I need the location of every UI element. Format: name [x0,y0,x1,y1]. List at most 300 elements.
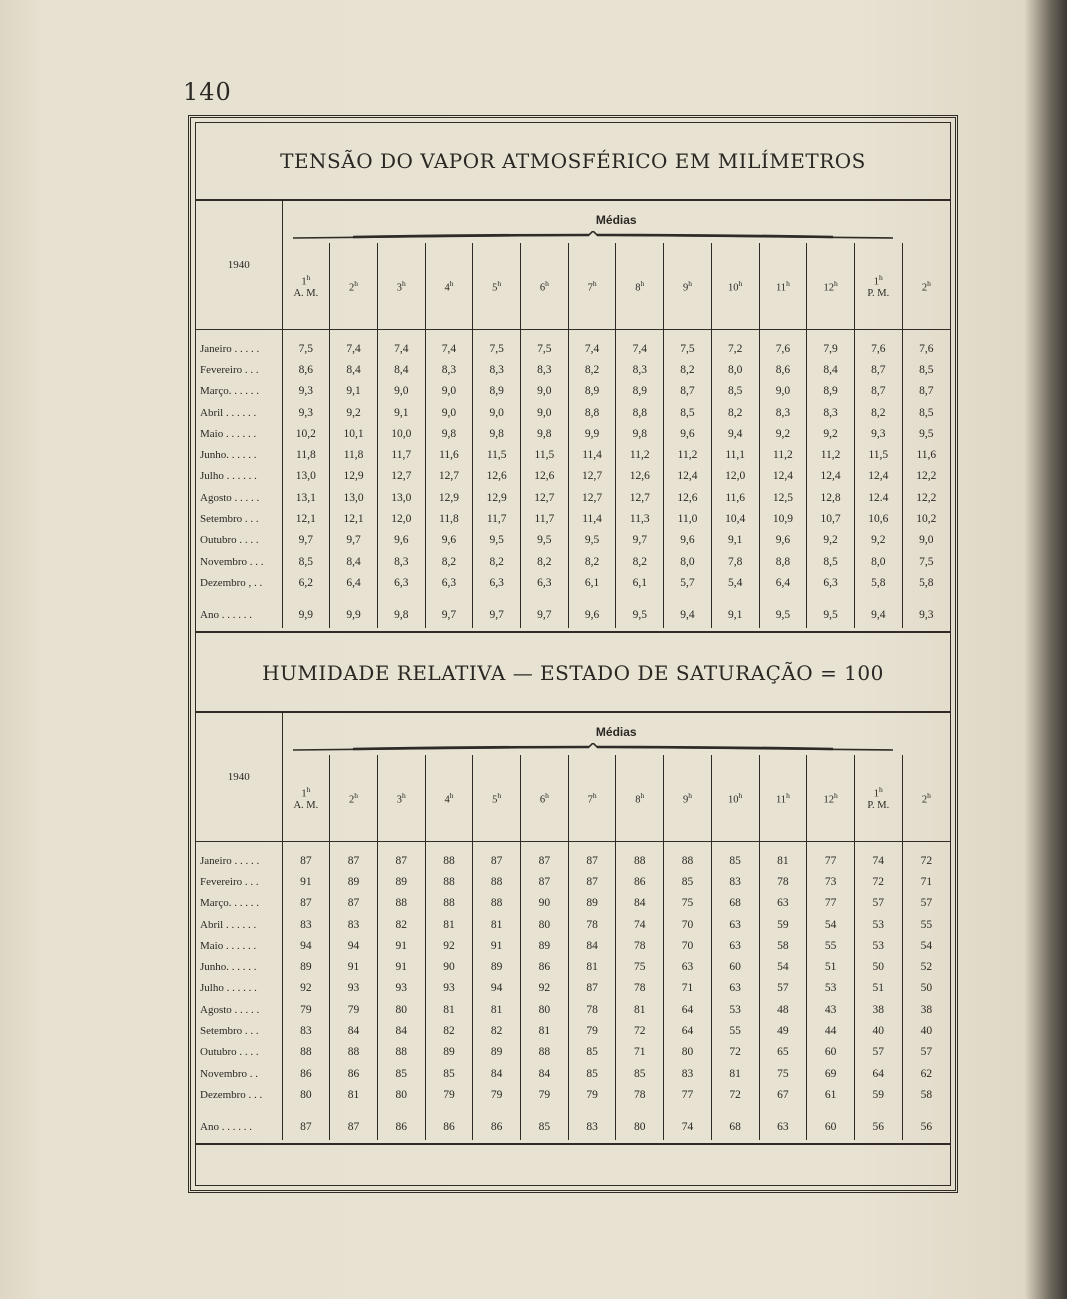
table-cell: 9,7 [282,530,330,551]
table-cell: 8,7 [902,381,950,402]
table-cell: 5,7 [664,572,712,593]
table-cell: 9,5 [902,423,950,444]
month-label: Maio . . . . . . [200,427,257,440]
table-cell: 87 [521,850,569,871]
hour-header [425,755,473,842]
table-cell: 8,3 [377,551,425,572]
table-cell: 94 [473,978,521,999]
month-label: Dezembro , . . [200,576,263,589]
table-cell: 81 [711,1063,759,1084]
table-cell: 12,7 [616,487,664,508]
table-cell: 79 [568,1020,616,1041]
table-cell: 52 [902,956,950,977]
table-cell: 57 [854,1042,902,1063]
table-cell: 10,1 [330,423,378,444]
table-cell: 81 [425,914,473,935]
annual-cell: 87 [282,1114,330,1140]
hour-number: 10 [728,794,739,806]
table-cell: 81 [473,914,521,935]
table-cell: 11,8 [425,508,473,529]
table-cell: 10,2 [902,508,950,529]
table-cell: 86 [330,1063,378,1084]
table-cell: 6,1 [616,572,664,593]
table-cell: 9,0 [521,381,569,402]
hour-number: 2 [921,794,928,806]
table-cell: 9,0 [425,381,473,402]
table-cell: 80 [377,1084,425,1105]
annual-cell: 87 [330,1114,378,1140]
table-cell: 79 [568,1084,616,1105]
hour-suffix: h [545,790,549,800]
table-cell: 79 [425,1084,473,1105]
table-cell: 10,6 [854,508,902,529]
annual-cell: 9,7 [425,602,473,628]
hour-header [282,755,330,842]
table-cell: 12,7 [521,487,569,508]
table-cell: 72 [902,850,950,871]
table-cell: 9,8 [425,423,473,444]
table-cell: 12,7 [425,466,473,487]
hour-header [902,243,950,330]
hour-number: 1 [301,276,307,288]
table-cell: 9,6 [664,423,712,444]
annual-cell: 9,5 [807,602,855,628]
table-cell: 9,6 [759,530,807,551]
table-cell: 9,1 [711,530,759,551]
hour-suffix: h [786,790,790,800]
table-cell: 90 [521,893,569,914]
month-label: Outubro . . . . [200,534,259,547]
annual-cell: 68 [711,1114,759,1140]
table-cell: 89 [473,956,521,977]
hour-number: 6 [539,794,546,806]
table-cell: 9,1 [377,402,425,423]
table-cell: 38 [902,999,950,1020]
table-cell: 84 [377,1020,425,1041]
table-cell: 79 [521,1084,569,1105]
annual-row [196,1114,950,1140]
table-cell: 72 [616,1020,664,1041]
month-label: Setembro . . . [200,513,259,526]
month-label: Novembro . . . [200,555,264,568]
table-cell: 11,7 [377,444,425,465]
table-cell: 86 [521,956,569,977]
table-cell: 71 [616,1042,664,1063]
table-cell: 12,0 [711,466,759,487]
hour-number: 7 [587,282,593,294]
table-cell: 94 [330,935,378,956]
table-row [196,1020,950,1041]
hour-header [521,243,569,330]
table-cell: 8,5 [664,402,712,423]
table-cell: 8,3 [425,359,473,380]
hour-number: 12 [823,794,834,806]
table-cell: 8,5 [902,402,950,423]
table-row [196,359,950,380]
table-cell: 81 [473,999,521,1020]
table-cell: 89 [473,1042,521,1063]
hour-suffix: h [688,278,692,288]
table-cell: 54 [807,914,855,935]
table-cell: 8,3 [759,402,807,423]
table-frame [188,115,958,1193]
table-cell: 55 [902,914,950,935]
table-cell: 86 [616,871,664,892]
table-cell: 88 [425,850,473,871]
hour-header [902,755,950,842]
table-cell: 61 [807,1084,855,1105]
humidity-bottom-rule [196,1143,950,1145]
table-cell: 58 [759,935,807,956]
table-cell: 90 [425,956,473,977]
table-cell: 8,2 [854,402,902,423]
table-cell: 9,8 [616,423,664,444]
table-cell: 83 [664,1063,712,1084]
hour-header [568,243,616,330]
table-cell: 88 [377,1042,425,1063]
table-cell: 7,4 [425,338,473,359]
table-cell: 11,5 [521,444,569,465]
month-label: Março. . . . . . [200,897,259,910]
annual-cell: 74 [664,1114,712,1140]
table-cell: 84 [568,935,616,956]
table-cell: 85 [664,871,712,892]
table-cell: 83 [711,871,759,892]
hour-header [473,755,521,842]
table-cell: 12.4 [854,487,902,508]
annual-cell: 80 [616,1114,664,1140]
hour-period: A. M. [293,800,319,812]
table-cell: 81 [616,999,664,1020]
table-cell: 9,7 [330,530,378,551]
medias-label: Médias [595,213,637,227]
table-cell: 11,6 [902,444,950,465]
table-cell: 12,4 [759,466,807,487]
table-cell: 8,2 [664,359,712,380]
table-cell: 81 [425,999,473,1020]
table-cell: 11,6 [711,487,759,508]
hour-header [330,243,378,330]
table-cell: 6,1 [568,572,616,593]
table-cell: 7,5 [902,551,950,572]
table-cell: 12,1 [282,508,330,529]
hour-suffix: h [879,784,883,794]
table-cell: 88 [616,850,664,871]
table-cell: 83 [330,914,378,935]
table-cell: 53 [854,935,902,956]
table-cell: 11,4 [568,444,616,465]
hour-number: 6 [539,282,546,294]
hour-suffix: h [354,790,359,800]
table-cell: 91 [282,871,330,892]
table-cell: 88 [425,871,473,892]
table-cell: 81 [568,956,616,977]
annual-cell: 86 [377,1114,425,1140]
table-row [196,871,950,892]
annual-cell: 56 [902,1114,950,1140]
table-cell: 8,9 [616,381,664,402]
year-header: 1940 [227,771,250,783]
hour-number: 2 [921,282,928,294]
table-cell: 57 [759,978,807,999]
table-cell: 88 [377,893,425,914]
table-cell: 80 [521,999,569,1020]
table-cell: 63 [711,935,759,956]
table-cell: 9,6 [377,530,425,551]
table-cell: 8,0 [664,551,712,572]
table-cell: 50 [902,978,950,999]
hour-suffix: h [688,790,692,800]
table-cell: 87 [568,871,616,892]
table-cell: 8,2 [521,551,569,572]
table-cell: 7,5 [473,338,521,359]
table-cell: 12,9 [330,466,378,487]
table-row [196,444,950,465]
hour-suffix: h [592,790,597,800]
table-cell: 79 [473,1084,521,1105]
table-cell: 12,4 [807,466,855,487]
table-cell: 9,0 [425,402,473,423]
table-cell: 51 [807,956,855,977]
table-cell: 81 [521,1020,569,1041]
table-cell: 55 [807,935,855,956]
table-cell: 11,2 [616,444,664,465]
table-cell: 9,3 [282,402,330,423]
table-cell: 43 [807,999,855,1020]
table-cell: 91 [330,956,378,977]
hour-suffix: h [306,272,311,282]
hour-suffix: h [833,790,838,800]
table-cell: 58 [902,1084,950,1105]
table-cell: 87 [377,850,425,871]
hour-number: 1 [873,276,880,288]
table-cell: 7,6 [902,338,950,359]
table-cell: 59 [854,1084,902,1105]
hour-number: 7 [587,794,593,806]
table-cell: 63 [759,893,807,914]
annual-row [196,602,950,628]
table-cell: 10,9 [759,508,807,529]
table-row [196,572,950,593]
hour-suffix: h [640,278,645,288]
hour-header [711,755,759,842]
table-cell: 7,5 [521,338,569,359]
table-cell: 11,6 [425,444,473,465]
table-cell: 8,6 [282,359,330,380]
table-cell: 8,5 [807,551,855,572]
table-cell: 68 [711,893,759,914]
table-cell: 6,3 [377,572,425,593]
hour-number: 12 [823,282,834,294]
table-cell: 53 [711,999,759,1020]
table-cell: 8,2 [711,402,759,423]
page-number: 140 [183,78,232,106]
vapor-table-title: TENSÃO DO VAPOR ATMOSFÉRICO EM MILÍMETROS [280,149,866,173]
table-cell: 9,2 [807,530,855,551]
table-cell: 89 [377,871,425,892]
table-cell: 11,2 [664,444,712,465]
table-cell: 85 [568,1063,616,1084]
table-cell: 84 [521,1063,569,1084]
table-row [196,850,950,871]
table-cell: 89 [568,893,616,914]
table-cell: 55 [711,1020,759,1041]
hour-number: 1 [301,788,307,800]
table-cell: 9,5 [568,530,616,551]
hour-header [377,755,425,842]
table-cell: 11,7 [521,508,569,529]
table-row [196,914,950,935]
table-cell: 12,6 [616,466,664,487]
table-frame-inner [195,122,951,1186]
table-cell: 6,4 [759,572,807,593]
table-cell: 75 [759,1063,807,1084]
hour-header [521,755,569,842]
table-cell: 63 [664,956,712,977]
hour-suffix: h [640,790,645,800]
table-cell: 8,3 [807,402,855,423]
hour-suffix: h [545,278,549,288]
hour-number: 5 [492,794,498,806]
table-cell: 40 [902,1020,950,1041]
table-cell: 9,0 [473,402,521,423]
table-row [196,508,950,529]
table-cell: 8,7 [664,381,712,402]
table-cell: 9,4 [711,423,759,444]
table-cell: 9,8 [521,423,569,444]
month-label: Junho. . . . . . [200,961,257,974]
table-cell: 81 [330,1084,378,1105]
hour-period: P. M. [867,800,890,812]
table-cell: 63 [711,978,759,999]
medias-header [282,201,950,243]
table-cell: 12,8 [807,487,855,508]
table-cell: 11,0 [664,508,712,529]
hour-header [616,755,664,842]
table-row [196,402,950,423]
table-cell: 9,5 [521,530,569,551]
table-cell: 88 [282,1042,330,1063]
table-cell: 79 [330,999,378,1020]
annual-cell: 86 [473,1114,521,1140]
table-cell: 9,3 [282,381,330,402]
table-cell: 72 [854,871,902,892]
hour-suffix: h [927,790,931,800]
table-cell: 9,0 [521,402,569,423]
table-cell: 8,0 [854,551,902,572]
hour-suffix: h [497,278,502,288]
annual-label: Ano . . . . . . [200,608,252,621]
hour-suffix: h [402,790,406,800]
year-header: 1940 [227,259,250,271]
table-cell: 9,1 [330,381,378,402]
table-cell: 7,6 [854,338,902,359]
table-cell: 6,3 [807,572,855,593]
hour-header [664,755,712,842]
table-cell: 8,3 [616,359,664,380]
table-cell: 9,3 [854,423,902,444]
table-cell: 12,7 [568,487,616,508]
table-cell: 88 [330,1042,378,1063]
table-cell: 89 [521,935,569,956]
annual-cell: 9,3 [902,602,950,628]
table-cell: 11,5 [473,444,521,465]
annual-cell: 9,1 [711,602,759,628]
table-cell: 77 [807,850,855,871]
table-cell: 8,8 [759,551,807,572]
table-cell: 83 [282,914,330,935]
table-cell: 78 [568,914,616,935]
hour-header [854,243,902,330]
table-cell: 10,7 [807,508,855,529]
table-cell: 6,3 [473,572,521,593]
hour-header [664,243,712,330]
hour-header [711,243,759,330]
table-cell: 11,1 [711,444,759,465]
table-cell: 8,5 [282,551,330,572]
table-cell: 6,3 [425,572,473,593]
hour-number: 3 [396,794,402,806]
table-cell: 8,4 [377,359,425,380]
table-cell: 7,9 [807,338,855,359]
hour-period: A. M. [293,288,319,300]
table-cell: 80 [664,1042,712,1063]
table-cell: 12,1 [330,508,378,529]
hour-suffix: h [833,278,838,288]
table-cell: 60 [711,956,759,977]
annual-cell: 9,6 [568,602,616,628]
table-cell: 5,8 [854,572,902,593]
table-cell: 67 [759,1084,807,1105]
table-cell: 92 [425,935,473,956]
table-cell: 13,1 [282,487,330,508]
vapor-bottom-rule [196,631,950,633]
table-cell: 13,0 [282,466,330,487]
annual-cell: 9,7 [521,602,569,628]
month-label: Agosto . . . . . [200,491,260,504]
table-cell: 12,6 [473,466,521,487]
month-label: Dezembro . . . [200,1088,263,1101]
month-label: Março. . . . . . [200,385,259,398]
table-cell: 51 [854,978,902,999]
table-cell: 94 [282,935,330,956]
table-cell: 8,7 [854,381,902,402]
table-cell: 91 [377,956,425,977]
hour-number: 9 [682,794,689,806]
table-cell: 8,5 [711,381,759,402]
table-cell: 82 [425,1020,473,1041]
table-cell: 11,3 [616,508,664,529]
hour-suffix: h [786,278,790,288]
table-cell: 78 [616,978,664,999]
table-cell: 6,4 [330,572,378,593]
table-cell: 64 [854,1063,902,1084]
table-cell: 85 [616,1063,664,1084]
hour-number: 4 [444,794,450,806]
hour-suffix: h [738,278,743,288]
table-cell: 12,4 [854,466,902,487]
table-cell: 7,4 [330,338,378,359]
table-cell: 11,2 [759,444,807,465]
table-cell: 93 [425,978,473,999]
hour-suffix: h [497,790,502,800]
table-row [196,1084,950,1105]
table-cell: 85 [711,850,759,871]
hour-header [807,243,855,330]
table-row [196,978,950,999]
hour-header [377,243,425,330]
table-cell: 9,0 [902,530,950,551]
